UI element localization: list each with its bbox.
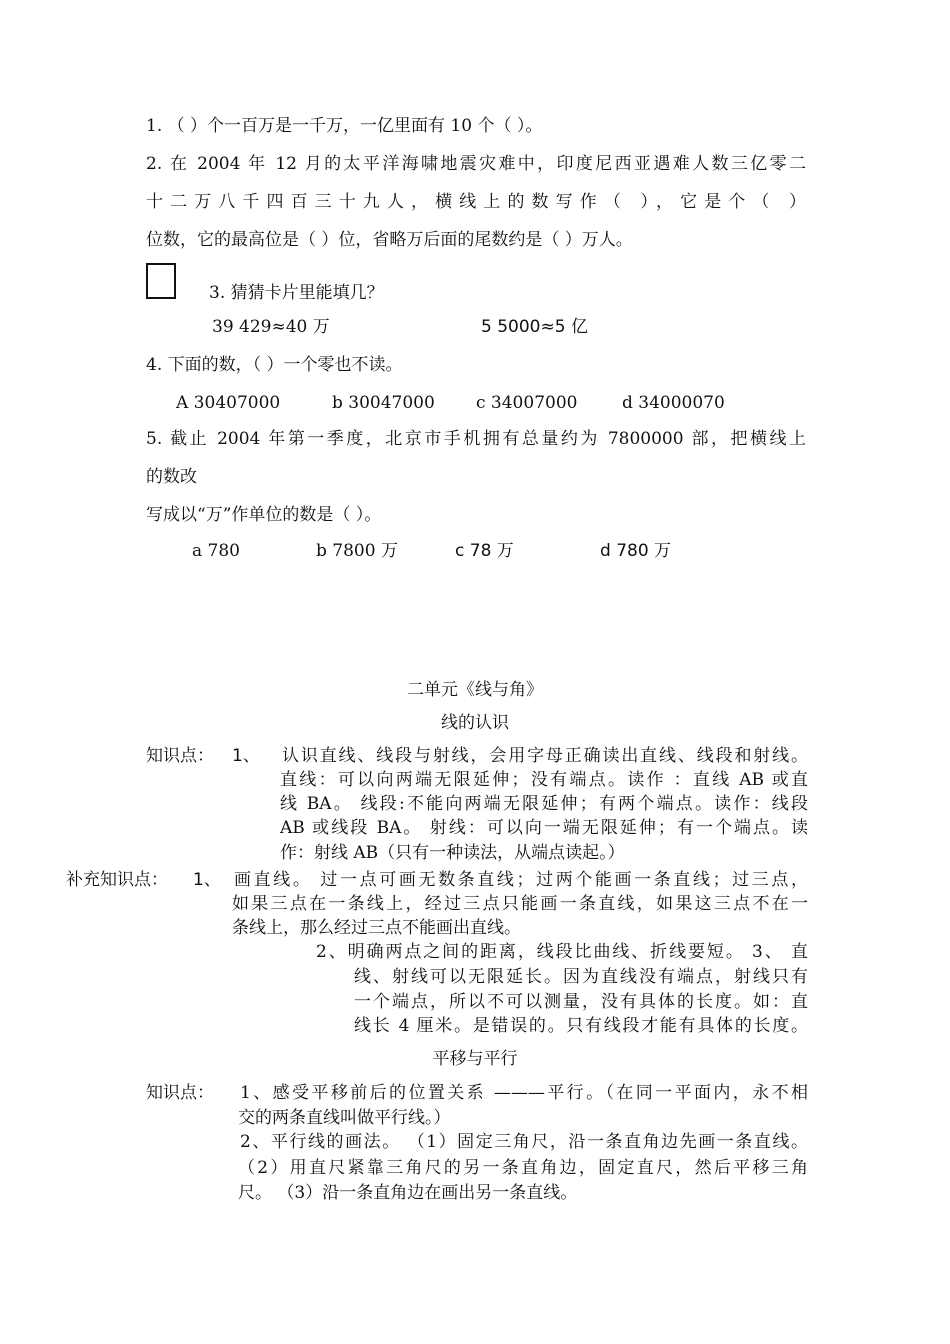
question-4-option-c: c 34007000: [476, 393, 578, 413]
question-2-line-1: 2. 在 2004 年 12 月的太平洋海啸地震灾难中，印度尼西亚遇难人数三亿零二: [146, 154, 806, 174]
question-4-title: 4. 下面的数，（ ）一个零也不读。: [146, 355, 403, 375]
knowledge-point-label: 知识点：: [146, 746, 214, 766]
question-5-option-c: c 78 万: [455, 541, 514, 561]
supplementary-line-5: 线、射线可以无限延长。因为直线没有端点，射线只有: [354, 967, 808, 987]
lines-point-line-4: AB 或线段 BA。 射线：可以向一端无限延伸；有一个端点。读: [280, 818, 808, 838]
question-3-expression-2: 5 5000≈5 亿: [481, 317, 588, 337]
question-5-option-d: d 780 万: [600, 541, 672, 561]
lines-point-line-2: 直线：可以向两端无限延伸；没有端点。读作 ：直线 AB 或直: [280, 770, 808, 790]
question-3-expression-1: 39 429≈40 万: [212, 317, 330, 337]
supplementary-line-4: 2、明确两点之间的距离，线段比曲线、折线要短。 3、 直: [316, 942, 808, 962]
parallel-line-3: 2、平行线的画法。 （1）固定三角尺，沿一条直角边先画一条直线。: [240, 1132, 808, 1152]
question-3-title: 3. 猜猜卡片里能填几？: [209, 283, 384, 303]
question-5-line-1: 5. 截止 2004 年第一季度，北京市手机拥有总量约为 7800000 部，把横线上: [146, 429, 806, 449]
question-5-option-a: a 780: [192, 541, 240, 561]
supplementary-label: 补充知识点：: [66, 870, 168, 890]
unit-title: 二单元《线与角》: [407, 680, 543, 700]
question-4-option-a: A 30407000: [176, 393, 281, 413]
parallel-line-2: 交的两条直线叫做平行线。）: [238, 1108, 451, 1128]
question-5-option-b: b 7800 万: [316, 541, 398, 561]
parallel-knowledge-label: 知识点：: [146, 1083, 214, 1103]
supplementary-number: 1、: [193, 870, 221, 890]
question-2-line-3: 位数，它的最高位是（ ）位，省略万后面的尾数约是（ ）万人。: [146, 230, 633, 250]
question-1: 1. （ ）个一百万是一千万，一亿里面有 10 个（ ）。: [146, 116, 543, 136]
parallel-line-1: 1、感受平移前后的位置关系 ———平行。（在同一平面内，永不相: [240, 1083, 808, 1103]
question-4-option-d: d 34000070: [622, 393, 725, 413]
lines-point-line-5: 作：射线 AB（只有一种读法，从端点读起。）: [280, 843, 625, 863]
supplementary-line-6: 一个端点，所以不可以测量，没有具体的长度。如：直: [354, 992, 808, 1012]
question-4-option-b: b 30047000: [332, 393, 435, 413]
guess-card-box: [146, 263, 176, 299]
supplementary-line-7: 线长 4 厘米。是错误的。只有线段才能有具体的长度。: [354, 1016, 808, 1036]
question-5-line-2: 的数改: [146, 467, 197, 487]
question-5-line-3: 写成以“万”作单位的数是（ ）。: [146, 505, 382, 525]
supplementary-line-3: 条线上，那么经过三点不能画出直线。: [232, 918, 521, 938]
parallel-line-4: （2）用直尺紧靠三角尺的另一条直角边，固定直尺，然后平移三角: [238, 1158, 808, 1178]
section-title-lines: 线的认识: [441, 713, 509, 733]
knowledge-point-number: 1、: [232, 746, 260, 766]
lines-point-line-1: 认识直线、线段与射线，会用字母正确读出直线、线段和射线。: [282, 746, 808, 766]
section-title-parallel: 平移与平行: [432, 1049, 518, 1069]
question-2-line-2: 十二万八千四百三十九人，横线上的数写作（ ），它是个（ ）: [146, 192, 806, 212]
lines-point-line-3: 线 BA。 线段:不能向两端无限延伸；有两个端点。读作：线段: [280, 794, 808, 814]
supplementary-line-1: 画直线。 过一点可画无数条直线；过两个能画一条直线；过三点，: [234, 870, 808, 890]
supplementary-line-2: 如果三点在一条线上，经过三点只能画一条直线，如果这三点不在一: [232, 894, 808, 914]
parallel-line-5: 尺。 （3）沿一条直角边在画出另一条直线。: [238, 1183, 578, 1203]
